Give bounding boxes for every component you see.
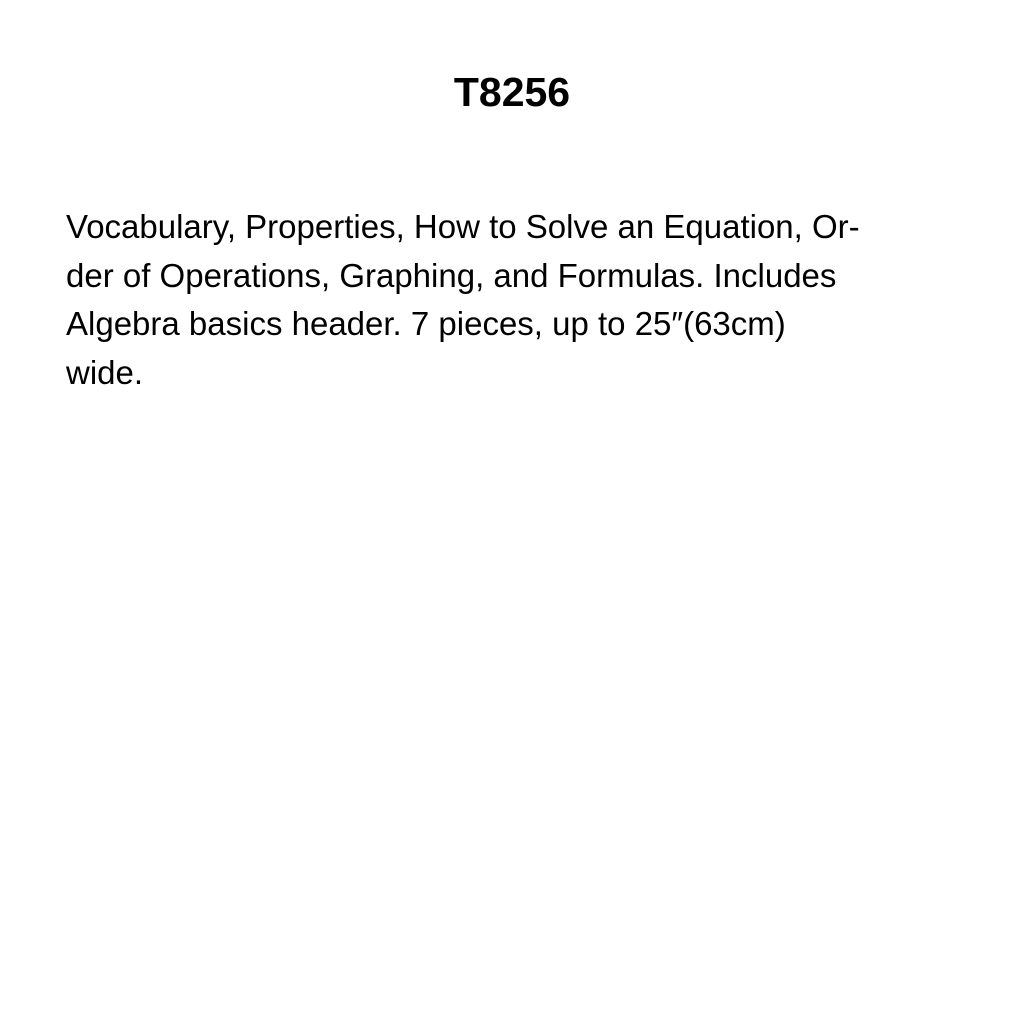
product-code-title: T8256 <box>453 69 571 115</box>
description-line: Algebra basics header. 7 pieces, up to 25″(63cm) <box>66 305 786 342</box>
description-line: der of Operations, Graphing, and Formulas. Includes <box>66 256 837 294</box>
description-line: Vocabulary, Properties, How to Solve an Equation, Or- <box>66 208 860 245</box>
product-description <box>66 203 966 397</box>
description-line: wide. <box>66 353 144 391</box>
